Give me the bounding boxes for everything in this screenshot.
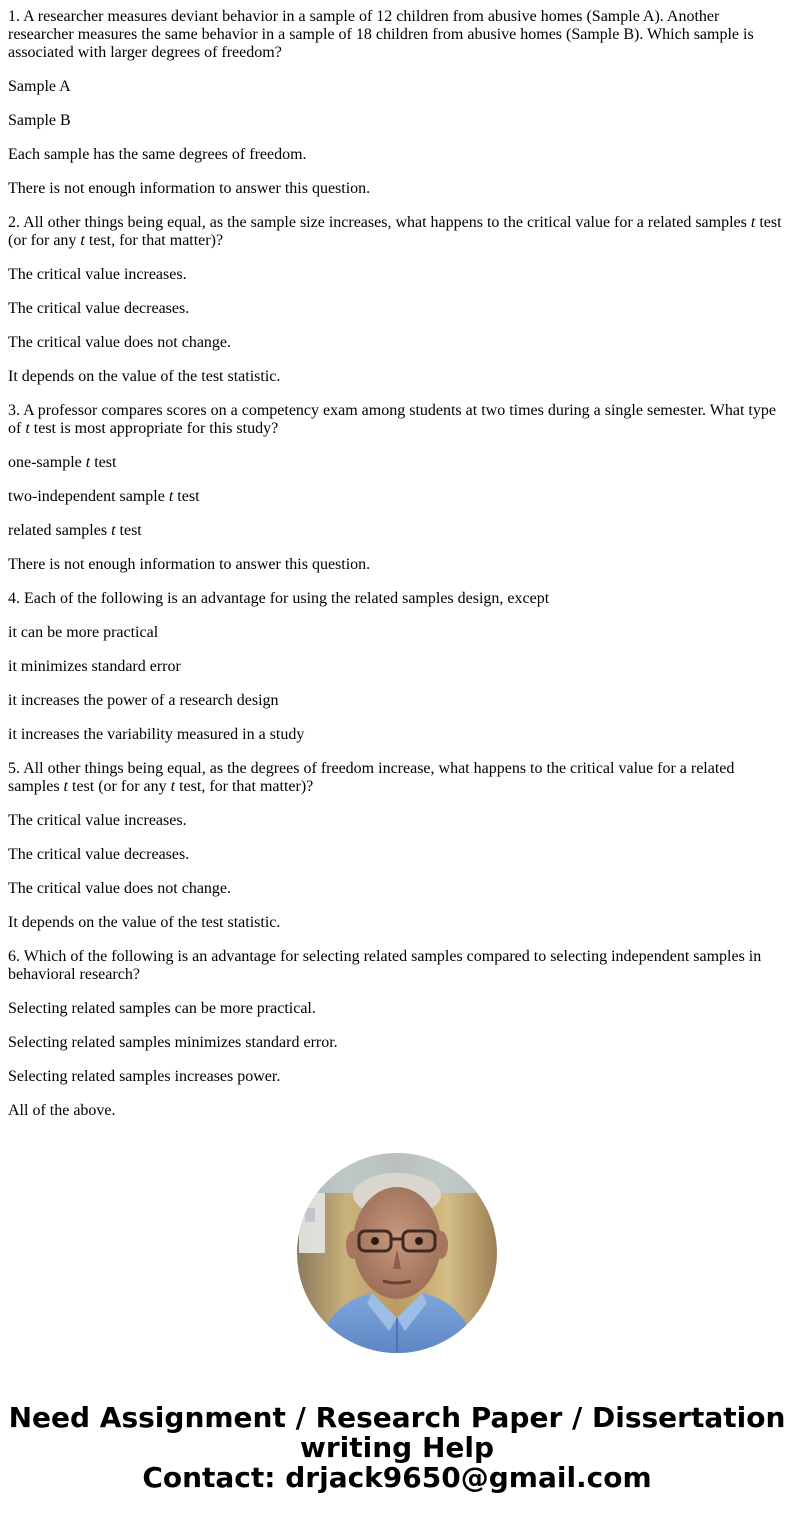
answer-option <box>8 726 786 744</box>
answer-option <box>8 454 786 472</box>
answer-option-text <box>8 812 187 829</box>
question-stem <box>8 948 786 984</box>
text-fragment: one-sample <box>8 454 86 471</box>
question-stem <box>8 402 786 438</box>
text-fragment: it increases the power of a research design <box>8 692 279 709</box>
answer-option-text <box>8 266 187 283</box>
answer-option <box>8 300 786 318</box>
answer-option <box>8 146 786 164</box>
answer-option-text <box>8 880 231 897</box>
answer-option <box>8 1068 786 1086</box>
text-fragment: The critical value increases. <box>8 812 187 829</box>
text-fragment: 6. Which of the following is an advantage for selecting related samples compared to selecting independent samples in behavioral research? <box>8 948 762 983</box>
answer-option <box>8 334 786 352</box>
text-fragment: It depends on the value of the test statistic. <box>8 914 281 931</box>
question-stem <box>8 590 786 608</box>
text-fragment: Sample A <box>8 78 71 95</box>
question-text <box>8 214 782 249</box>
text-fragment: test <box>173 488 200 505</box>
answer-option-text <box>8 146 307 163</box>
text-fragment: test, for that matter)? <box>175 778 314 795</box>
answer-option <box>8 880 786 898</box>
italic-t-symbol: t <box>168 488 174 505</box>
portrait-image <box>297 1153 497 1353</box>
question-stem <box>8 8 786 62</box>
answer-option-text <box>8 726 304 743</box>
answer-option <box>8 812 786 830</box>
question-text <box>8 402 776 437</box>
contact-banner <box>0 1403 794 1493</box>
answer-option-text <box>8 692 279 709</box>
italic-t-symbol: t <box>85 454 91 471</box>
text-fragment: it increases the variability measured in a study <box>8 726 305 743</box>
answer-option <box>8 488 786 506</box>
text-fragment: All of the above. <box>8 1102 116 1119</box>
text-fragment: The critical value does not change. <box>8 880 232 897</box>
answer-option-text <box>8 368 280 385</box>
answer-option <box>8 78 786 96</box>
text-fragment: it can be more practical <box>8 624 159 641</box>
author-avatar <box>297 1153 497 1353</box>
italic-t-symbol: t <box>80 232 85 249</box>
answer-option-text <box>8 112 71 129</box>
answer-option-text <box>8 624 158 641</box>
text-fragment: There is not enough information to answer this question. <box>8 556 371 573</box>
answer-option <box>8 522 786 540</box>
italic-t-symbol: t <box>63 778 68 795</box>
question-text <box>8 760 734 795</box>
text-fragment: 5. All other things being equal, as the degrees of freedom increase, what happens to the critical value for a related samples <box>8 760 735 795</box>
text-fragment: The critical value does not change. <box>8 334 232 351</box>
answer-option-text <box>8 914 280 931</box>
text-fragment: test, for that matter)? <box>84 232 224 249</box>
answer-option-text <box>8 556 370 573</box>
answer-option-text <box>8 180 370 197</box>
answer-option <box>8 1102 786 1120</box>
answer-option-text <box>8 846 189 863</box>
text-fragment: test (or for any <box>68 778 171 795</box>
question-list <box>8 8 786 1136</box>
text-fragment: The critical value increases. <box>8 266 187 283</box>
question-text <box>8 590 549 607</box>
text-fragment: 3. A professor compares scores on a competency exam among students at two times during a single semester. What type of <box>8 402 776 437</box>
answer-option <box>8 658 786 676</box>
answer-option-text <box>8 454 116 471</box>
answer-option-text <box>8 1102 116 1119</box>
text-fragment: Selecting related samples can be more practical. <box>8 1000 316 1017</box>
answer-option <box>8 624 786 642</box>
answer-option-text <box>8 334 231 351</box>
text-fragment: Selecting related samples increases power. <box>8 1068 281 1085</box>
answer-option <box>8 112 786 130</box>
answer-option-text <box>8 300 189 317</box>
cta-contact-line: Contact: drjack9650@gmail.com <box>142 1461 652 1494</box>
answer-option <box>8 1034 786 1052</box>
answer-option-text <box>8 522 142 539</box>
answer-option-text <box>8 1068 280 1085</box>
italic-t-symbol: t <box>750 214 756 231</box>
question-text <box>8 8 754 61</box>
text-fragment: The critical value decreases. <box>8 300 190 317</box>
text-fragment: 4. Each of the following is an advantage for using the related samples design, except <box>8 590 550 607</box>
text-fragment: Sample B <box>8 112 71 129</box>
cta-line-2: writing Help <box>299 1431 495 1464</box>
text-fragment: test <box>90 454 117 471</box>
text-fragment: test is most appropriate for this study? <box>29 420 279 437</box>
answer-option <box>8 846 786 864</box>
italic-t-symbol: t <box>170 778 176 795</box>
answer-option <box>8 368 786 386</box>
question-text <box>8 948 761 983</box>
text-fragment: test (or for any <box>8 214 782 249</box>
text-fragment: There is not enough information to answer this question. <box>8 180 371 197</box>
text-fragment: It depends on the value of the test statistic. <box>8 368 281 385</box>
text-fragment: Selecting related samples minimizes standard error. <box>8 1034 338 1051</box>
text-fragment: related samples <box>8 522 112 539</box>
answer-option <box>8 692 786 710</box>
text-fragment: The critical value decreases. <box>8 846 190 863</box>
question-stem <box>8 760 786 796</box>
italic-t-symbol: t <box>111 522 116 539</box>
text-fragment: 1. A researcher measures deviant behavior in a sample of 12 children from abusive homes (Sample A). Another researcher measures the same behavior in a sample of 18 children from abusive homes (Sample B). Which sample is associated with larger degrees of freedom? <box>8 8 754 61</box>
text-fragment: 2. All other things being equal, as the sample size increases, what happens to the critical value for a related samples <box>8 214 751 231</box>
answer-option <box>8 556 786 574</box>
answer-option <box>8 1000 786 1018</box>
answer-option <box>8 914 786 932</box>
cta-line-1: Need Assignment / Research Paper / Dissertation <box>8 1401 786 1434</box>
text-fragment: Each sample has the same degrees of freedom. <box>8 146 307 163</box>
answer-option <box>8 180 786 198</box>
answer-option-text <box>8 1034 338 1051</box>
answer-option <box>8 266 786 284</box>
italic-t-symbol: t <box>25 420 30 437</box>
text-fragment: it minimizes standard error <box>8 658 181 675</box>
answer-option-text <box>8 78 71 95</box>
answer-option-text <box>8 1000 316 1017</box>
answer-option-text <box>8 488 200 505</box>
question-stem <box>8 214 786 250</box>
answer-option-text <box>8 658 181 675</box>
text-fragment: test <box>115 522 142 539</box>
text-fragment: two-independent sample <box>8 488 169 505</box>
